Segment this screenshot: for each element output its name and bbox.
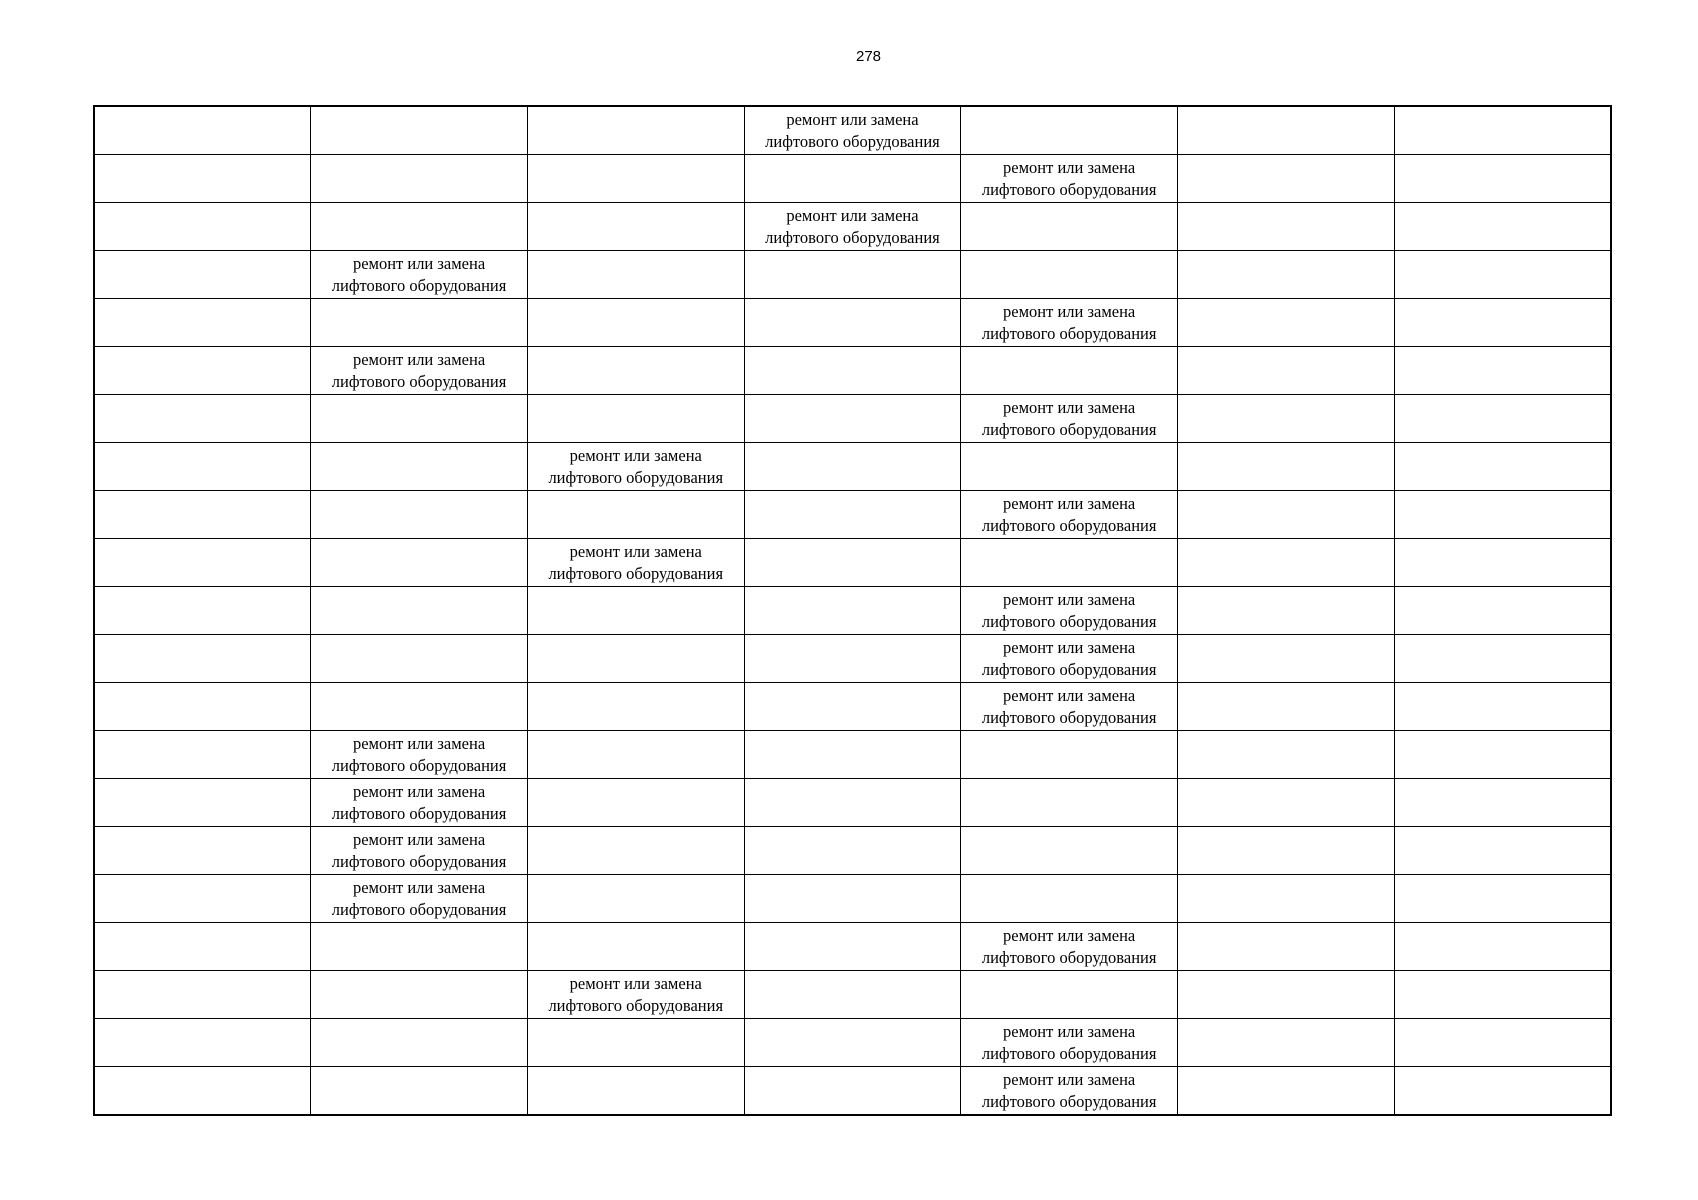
table-cell-empty: [961, 106, 1178, 155]
table-cell-work-type: ремонт или замена лифтового оборудования: [311, 827, 528, 875]
table-cell-empty: [961, 347, 1178, 395]
table-cell-work-type: ремонт или замена лифтового оборудования: [961, 1019, 1178, 1067]
table-cell-empty: [527, 395, 744, 443]
table-row: [94, 491, 1611, 539]
table-row: [94, 827, 1611, 875]
table-cell-empty: [311, 1019, 528, 1067]
table-row: [94, 299, 1611, 347]
table-cell-work-type: ремонт или замена лифтового оборудования: [961, 1067, 1178, 1116]
table-cell-empty: [744, 347, 961, 395]
table-cell-empty: [94, 347, 311, 395]
table-row: [94, 587, 1611, 635]
table-cell-empty: [1178, 779, 1395, 827]
table-cell-empty: [744, 731, 961, 779]
table-cell-empty: [1394, 635, 1611, 683]
table-cell-work-type: ремонт или замена лифтового оборудования: [961, 491, 1178, 539]
table-row: [94, 1019, 1611, 1067]
table-row: [94, 106, 1611, 155]
table-cell-empty: [961, 827, 1178, 875]
table-cell-empty: [527, 491, 744, 539]
table-cell-empty: [311, 587, 528, 635]
table-cell-empty: [744, 779, 961, 827]
table-cell-empty: [311, 635, 528, 683]
table-row: [94, 251, 1611, 299]
table-cell-empty: [94, 587, 311, 635]
table-cell-work-type: ремонт или замена лифтового оборудования: [311, 251, 528, 299]
table-row: [94, 875, 1611, 923]
table-cell-empty: [1394, 923, 1611, 971]
table-cell-empty: [94, 251, 311, 299]
table-cell-empty: [1394, 491, 1611, 539]
table-cell-empty: [744, 299, 961, 347]
table-cell-empty: [1178, 971, 1395, 1019]
table-cell-empty: [527, 155, 744, 203]
table-cell-empty: [961, 251, 1178, 299]
table-cell-empty: [311, 971, 528, 1019]
table-cell-empty: [744, 1019, 961, 1067]
table-cell-empty: [311, 683, 528, 731]
table-cell-empty: [1178, 1067, 1395, 1116]
table-cell-empty: [527, 347, 744, 395]
table-cell-work-type: ремонт или замена лифтового оборудования: [311, 875, 528, 923]
table-cell-work-type: ремонт или замена лифтового оборудования: [744, 203, 961, 251]
table-cell-empty: [961, 875, 1178, 923]
table-cell-empty: [1178, 827, 1395, 875]
table-cell-empty: [94, 779, 311, 827]
table-row: [94, 347, 1611, 395]
table-cell-empty: [1394, 587, 1611, 635]
table-cell-empty: [527, 203, 744, 251]
table-cell-work-type: ремонт или замена лифтового оборудования: [744, 106, 961, 155]
table-cell-empty: [744, 1067, 961, 1116]
table-cell-empty: [1178, 299, 1395, 347]
table-cell-work-type: ремонт или замена лифтового оборудования: [311, 731, 528, 779]
table-cell-empty: [94, 155, 311, 203]
table-cell-empty: [744, 443, 961, 491]
table-cell-empty: [1178, 587, 1395, 635]
table-cell-empty: [527, 683, 744, 731]
table-cell-empty: [527, 587, 744, 635]
table-cell-work-type: ремонт или замена лифтового оборудования: [311, 779, 528, 827]
page-number: 278: [855, 48, 882, 65]
table-cell-empty: [527, 779, 744, 827]
table-cell-empty: [1178, 491, 1395, 539]
table-cell-empty: [94, 1067, 311, 1116]
table-cell-empty: [1394, 683, 1611, 731]
table-cell-empty: [1178, 875, 1395, 923]
table-cell-empty: [961, 539, 1178, 587]
table-cell-empty: [94, 971, 311, 1019]
table-cell-empty: [744, 971, 961, 1019]
table-cell-empty: [311, 1067, 528, 1116]
table-cell-empty: [94, 731, 311, 779]
table-cell-empty: [94, 106, 311, 155]
table-cell-empty: [744, 875, 961, 923]
table-cell-work-type: ремонт или замена лифтового оборудования: [527, 971, 744, 1019]
table-row: [94, 779, 1611, 827]
table-cell-empty: [527, 106, 744, 155]
table-cell-empty: [1178, 1019, 1395, 1067]
table-cell-empty: [744, 251, 961, 299]
table-cell-empty: [311, 299, 528, 347]
table-cell-empty: [1394, 827, 1611, 875]
table-cell-empty: [744, 683, 961, 731]
table-cell-empty: [1394, 395, 1611, 443]
table-cell-empty: [94, 683, 311, 731]
table-cell-empty: [744, 155, 961, 203]
table-cell-empty: [311, 203, 528, 251]
table-cell-empty: [1394, 443, 1611, 491]
table-cell-empty: [527, 1067, 744, 1116]
work-schedule-table: [93, 105, 1612, 1116]
table-cell-empty: [527, 635, 744, 683]
table-cell-empty: [1394, 299, 1611, 347]
table-cell-empty: [1394, 971, 1611, 1019]
table-cell-empty: [1178, 395, 1395, 443]
table-cell-empty: [1178, 731, 1395, 779]
table-cell-empty: [1178, 155, 1395, 203]
table-cell-empty: [744, 587, 961, 635]
table-cell-empty: [1178, 106, 1395, 155]
table-cell-empty: [311, 106, 528, 155]
table-cell-empty: [311, 395, 528, 443]
table-cell-empty: [744, 923, 961, 971]
table-row: [94, 731, 1611, 779]
table-cell-empty: [94, 875, 311, 923]
table-cell-empty: [1394, 203, 1611, 251]
table-row: [94, 395, 1611, 443]
table-cell-work-type: ремонт или замена лифтового оборудования: [961, 155, 1178, 203]
table-cell-work-type: ремонт или замена лифтового оборудования: [527, 539, 744, 587]
table-cell-empty: [527, 731, 744, 779]
table-cell-empty: [1394, 539, 1611, 587]
table-cell-empty: [1178, 923, 1395, 971]
table-cell-empty: [94, 443, 311, 491]
table-cell-empty: [1178, 203, 1395, 251]
table-cell-empty: [527, 923, 744, 971]
table-cell-empty: [311, 923, 528, 971]
table-cell-work-type: ремонт или замена лифтового оборудования: [961, 683, 1178, 731]
table-cell-empty: [1394, 731, 1611, 779]
table-cell-empty: [1394, 1019, 1611, 1067]
table-cell-empty: [311, 443, 528, 491]
table-cell-empty: [527, 1019, 744, 1067]
table-cell-empty: [94, 491, 311, 539]
table-cell-empty: [94, 299, 311, 347]
table-cell-empty: [744, 395, 961, 443]
table-cell-empty: [961, 779, 1178, 827]
table-cell-empty: [961, 443, 1178, 491]
table-cell-empty: [1178, 539, 1395, 587]
table-cell-empty: [1394, 251, 1611, 299]
table-row: [94, 971, 1611, 1019]
table-cell-work-type: ремонт или замена лифтового оборудования: [311, 347, 528, 395]
table-cell-empty: [961, 203, 1178, 251]
table-cell-empty: [527, 875, 744, 923]
table-cell-empty: [744, 539, 961, 587]
table-cell-empty: [1178, 347, 1395, 395]
table-cell-empty: [1178, 635, 1395, 683]
table-cell-work-type: ремонт или замена лифтового оборудования: [961, 587, 1178, 635]
table-cell-empty: [94, 923, 311, 971]
table-cell-empty: [311, 155, 528, 203]
table-cell-empty: [94, 635, 311, 683]
table-cell-work-type: ремонт или замена лифтового оборудования: [961, 635, 1178, 683]
table-cell-empty: [1394, 155, 1611, 203]
table-cell-empty: [1394, 1067, 1611, 1116]
table-cell-work-type: ремонт или замена лифтового оборудования: [961, 395, 1178, 443]
table-cell-empty: [311, 491, 528, 539]
table-cell-work-type: ремонт или замена лифтового оборудования: [527, 443, 744, 491]
table-cell-empty: [1178, 443, 1395, 491]
table-cell-empty: [744, 491, 961, 539]
table-row: [94, 635, 1611, 683]
table-cell-empty: [94, 203, 311, 251]
table-row: [94, 155, 1611, 203]
table-cell-empty: [94, 1019, 311, 1067]
table-cell-work-type: ремонт или замена лифтового оборудования: [961, 299, 1178, 347]
table-row: [94, 683, 1611, 731]
table-cell-empty: [961, 971, 1178, 1019]
table-cell-empty: [961, 731, 1178, 779]
table-cell-empty: [527, 299, 744, 347]
table-row: [94, 1067, 1611, 1116]
table-row: [94, 443, 1611, 491]
table-row: [94, 203, 1611, 251]
table-cell-empty: [527, 251, 744, 299]
table-cell-empty: [1394, 106, 1611, 155]
table-cell-work-type: ремонт или замена лифтового оборудования: [961, 923, 1178, 971]
table-row: [94, 539, 1611, 587]
table-row: [94, 923, 1611, 971]
table-cell-empty: [1178, 251, 1395, 299]
table-body: [94, 106, 1611, 1115]
table-cell-empty: [744, 635, 961, 683]
table-cell-empty: [311, 539, 528, 587]
table-cell-empty: [1178, 683, 1395, 731]
table-cell-empty: [1394, 875, 1611, 923]
table-cell-empty: [527, 827, 744, 875]
table-cell-empty: [94, 539, 311, 587]
table-cell-empty: [744, 827, 961, 875]
table-cell-empty: [1394, 779, 1611, 827]
table-cell-empty: [1394, 347, 1611, 395]
table-cell-empty: [94, 395, 311, 443]
table-cell-empty: [94, 827, 311, 875]
